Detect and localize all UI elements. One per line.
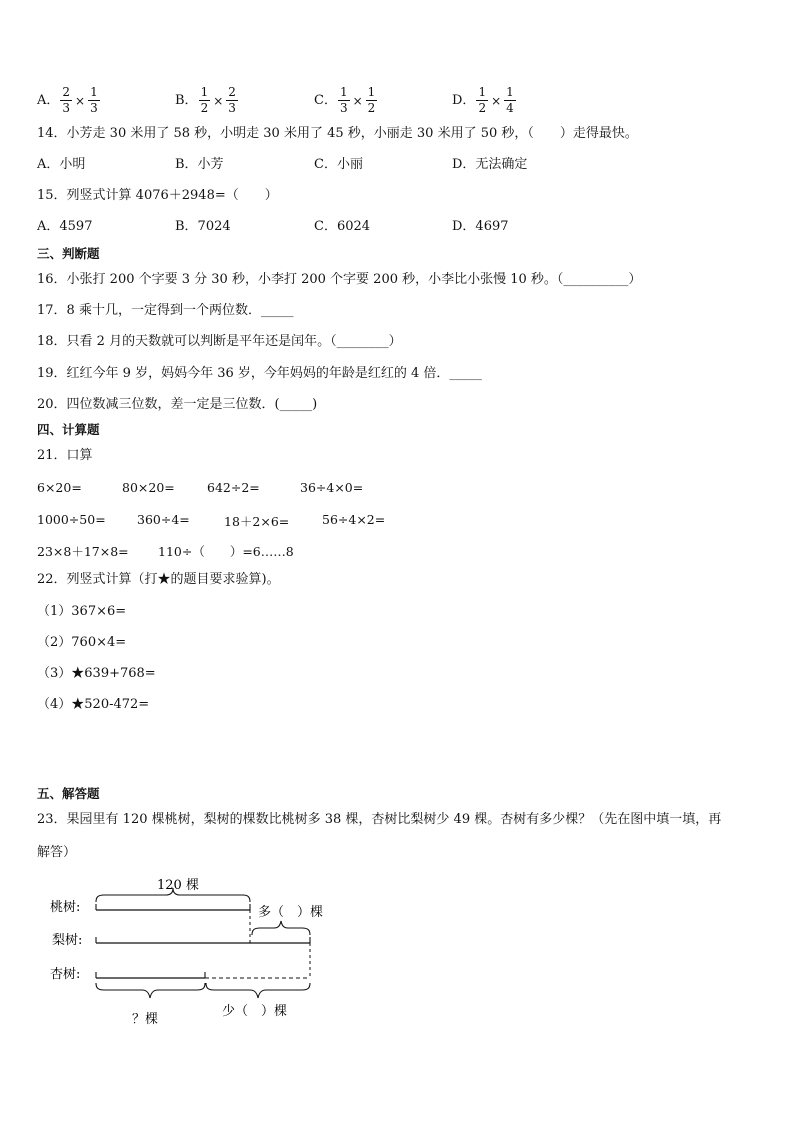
fraction: $\frac{2}{3}$ — [62, 85, 71, 115]
q22-item-1: （1）367×6= — [37, 604, 127, 619]
q16-text: 16．小张打 200 个字要 3 分 30 秒，小李打 200 个字要 200 秒，小李比小张慢 10 秒。（__________） — [37, 272, 642, 287]
section-heading-calculation: 四、计算题 — [37, 422, 100, 437]
q15-option-a[interactable]: A．4597 — [37, 219, 93, 234]
q13-option-b[interactable]: B． $\frac{1}{2}$ × $\frac{2}{3}$ — [175, 85, 236, 115]
mental-calc-item: 80×20= — [122, 480, 175, 495]
q13-option-a[interactable]: A． $\frac{2}{3}$ × $\frac{1}{3}$ — [37, 85, 98, 115]
q18-text: 18．只看 2 月的天数就可以判断是平年还是闰年。（________） — [37, 334, 402, 349]
less-brace — [206, 983, 310, 998]
peach-label: 桃树: — [50, 900, 81, 915]
q22-item-2: （2）760×4= — [37, 635, 127, 650]
q14-option-d[interactable]: D．无法确定 — [452, 157, 528, 172]
peach-count-label: 120 棵 — [157, 878, 199, 893]
q22-item-4: （4）★520-472= — [37, 697, 150, 712]
mental-calc-item: 56÷4×2= — [322, 512, 386, 527]
mental-calc-item: 1000÷50= — [37, 512, 106, 527]
q23-text-line1: 23．果园里有 120 棵桃树，梨树的棵数比桃树多 38 棵，杏树比梨树少 49 棵。杏树有多少棵？（先在图中填一填，再 — [37, 812, 722, 827]
section-heading-judgement: 三、判断题 — [37, 246, 100, 261]
q15-option-c[interactable]: C．6024 — [314, 219, 371, 234]
fraction: $\frac{1}{2}$ — [200, 85, 209, 115]
fraction: $\frac{1}{4}$ — [506, 85, 514, 115]
q14-option-b[interactable]: B．小芳 — [175, 157, 224, 172]
segment-diagram — [0, 860, 794, 1040]
pear-label: 梨树: — [52, 933, 83, 948]
mental-calc-item: 36÷4×0= — [300, 480, 364, 495]
q20-text: 20．四位数减三位数，差一定是三位数．(_____) — [37, 397, 318, 412]
pear-extra-brace — [252, 921, 310, 935]
q14-text: 14．小芳走 30 米用了 58 秒，小明走 30 米用了 45 秒，小丽走 30 米用了 50 秒，（ ）走得最快。 — [37, 126, 638, 141]
q13-option-c[interactable]: C． $\frac{1}{3}$ × $\frac{1}{2}$ — [314, 85, 376, 115]
apricot-label: 杏树: — [50, 967, 81, 982]
mental-calc-item: 18＋2×6= — [224, 514, 290, 529]
less-label: 少（ ）棵 — [222, 1004, 288, 1019]
q17-text: 17．8 乘十几，一定得到一个两位数．_____ — [37, 303, 294, 318]
fraction: $\frac{2}{3}$ — [228, 85, 236, 115]
q15-option-d[interactable]: D．4697 — [452, 219, 509, 234]
q21-title: 21．口算 — [37, 448, 93, 463]
fraction: $\frac{1}{3}$ — [90, 85, 98, 115]
q14-option-a[interactable]: A．小明 — [37, 157, 86, 172]
more-label: 多（ ）棵 — [258, 905, 324, 920]
mental-calc-item: 6×20= — [37, 480, 82, 495]
fraction: $\frac{1}{3}$ — [339, 85, 348, 115]
mental-calc-item: 642÷2= — [207, 480, 260, 495]
mental-calc-item: 110÷（ ）=6……8 — [158, 544, 294, 559]
q15-text: 15．列竖式计算 4076＋2948=（ ） — [37, 188, 278, 203]
q14-option-c[interactable]: C．小丽 — [314, 157, 363, 172]
q22-item-3: （3）★639+768= — [37, 666, 156, 681]
fraction: $\frac{1}{2}$ — [367, 85, 376, 115]
fraction: $\frac{1}{2}$ — [478, 85, 487, 115]
mental-calc-item: 360÷4= — [137, 512, 190, 527]
q15-option-b[interactable]: B．7024 — [175, 219, 231, 234]
q13-option-d[interactable]: D． $\frac{1}{2}$ × $\frac{1}{4}$ — [452, 85, 514, 115]
q19-text: 19．红红今年 9 岁，妈妈今年 36 岁，今年妈妈的年龄是红红的 4 倍．_____ — [37, 366, 482, 381]
section-heading-word-problems: 五、解答题 — [37, 786, 100, 801]
q22-title: 22．列竖式计算（打★的题目要求验算)。 — [37, 572, 280, 587]
q23-text-line2: 解答） — [37, 845, 77, 860]
unknown-label: ？棵 — [132, 1012, 159, 1027]
mental-calc-item: 23×8＋17×8= — [37, 544, 129, 559]
apricot-brace — [96, 983, 205, 998]
